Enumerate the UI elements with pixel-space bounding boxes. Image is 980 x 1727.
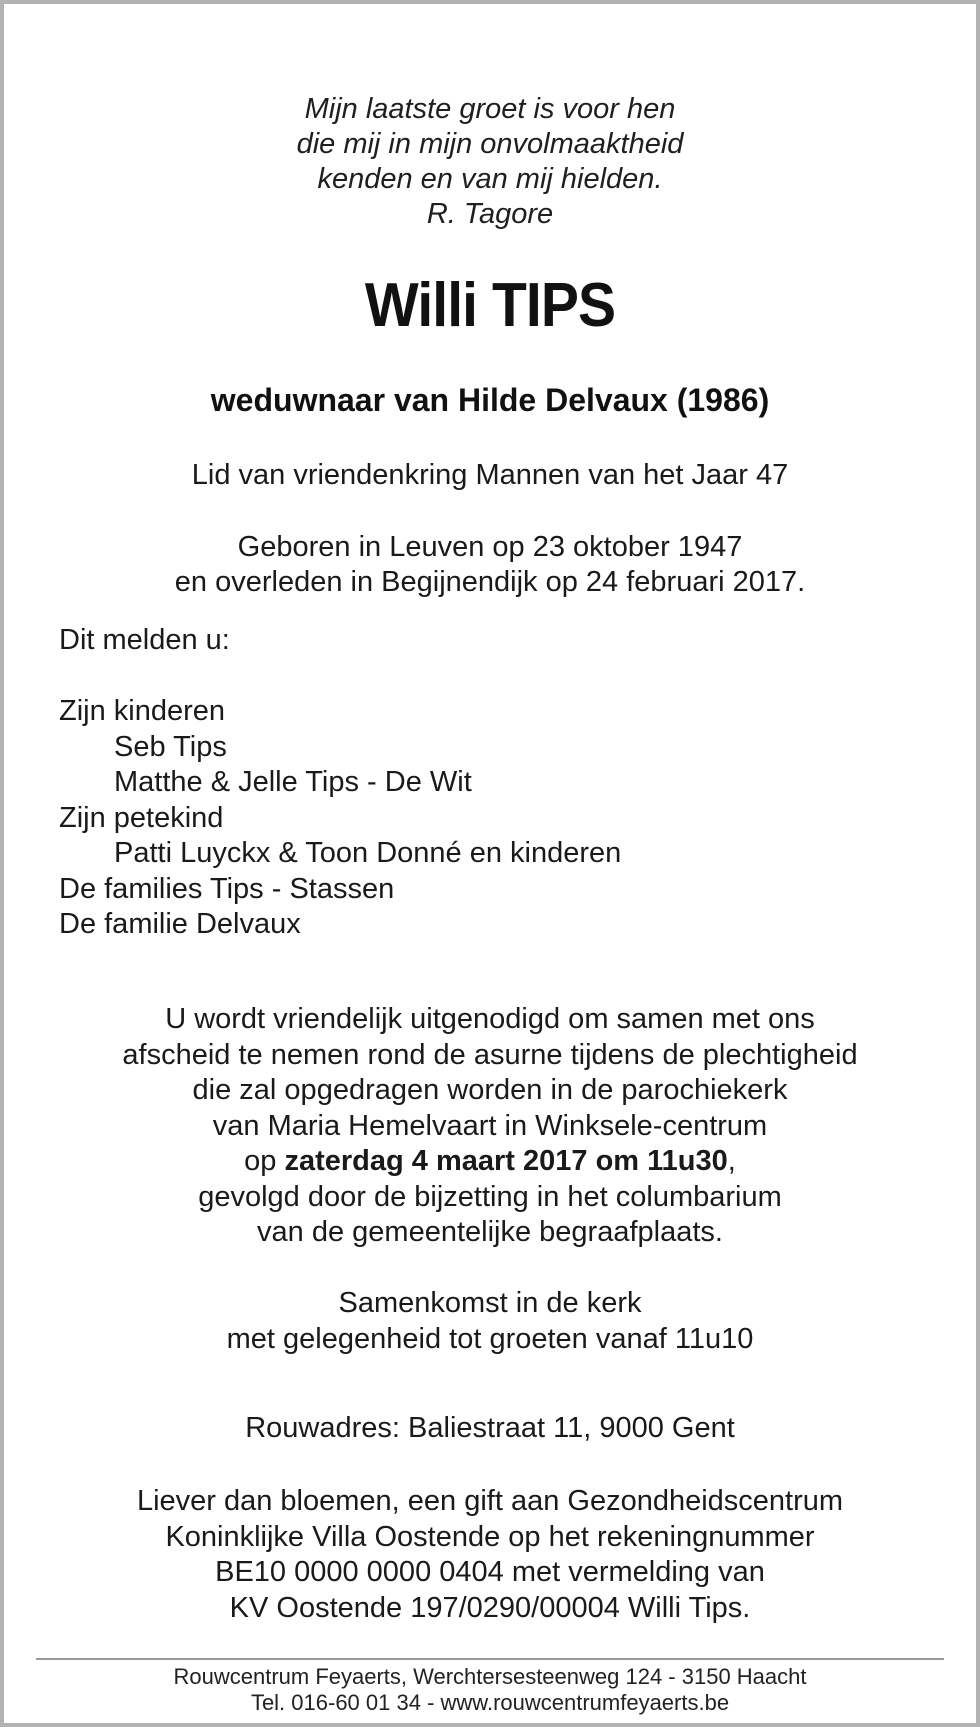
- membership-line: Lid van vriendenkring Mannen van het Jaar 47: [191, 459, 789, 491]
- announcement-line: Dit melden u:: [59, 624, 230, 656]
- footer-divider: [36, 1658, 944, 1660]
- ceremony-date-line: [4, 1144, 976, 1180]
- gathering-line: met gelegenheid tot groeten vanaf 11u10: [226, 1322, 754, 1355]
- ceremony-date: zaterdag 4 maart 2017 om 11u30: [284, 1145, 728, 1177]
- invitation-line: gevolgd door de bijzetting in het columbarium: [198, 1180, 782, 1213]
- ceremony-date-suffix: ,: [727, 1145, 736, 1177]
- death-line: en overleden in Begijnendijk op 24 februari 2017.: [174, 566, 806, 598]
- family-item: Seb Tips: [114, 730, 227, 763]
- invitation-line: van Maria Hemelvaart in Winksele-centrum: [212, 1109, 768, 1142]
- donation-line: BE10 0000 0000 0404 met vermelding van: [215, 1556, 765, 1588]
- donation-line: KV Oostende 197/0290/00004 Willi Tips.: [229, 1591, 751, 1624]
- invitation-block: [4, 1002, 976, 1251]
- ceremony-date-prefix: op: [244, 1145, 285, 1177]
- birth-line: Geboren in Leuven op 23 oktober 1947: [237, 531, 743, 563]
- donation-line: Koninklijke Villa Oostende op het rekeningnummer: [165, 1520, 815, 1553]
- quote-line: kenden en van mij hielden.: [317, 163, 663, 195]
- family-item: Patti Luyckx & Toon Donné en kinderen: [114, 837, 622, 869]
- gathering-line: Samenkomst in de kerk: [338, 1287, 642, 1319]
- family-item: Zijn kinderen: [59, 695, 226, 727]
- family-item: De familie Delvaux: [59, 908, 301, 940]
- quote-author: R. Tagore: [426, 198, 554, 230]
- donation-line: Liever dan bloemen, een gift aan Gezondheidscentrum: [136, 1485, 844, 1517]
- family-item: De families Tips - Stassen: [59, 872, 395, 905]
- family-item: Matthe & Jelle Tips - De Wit: [114, 766, 472, 798]
- funeral-home-contact: Tel. 016-60 01 34 - www.rouwcentrumfeyaerts.be: [250, 1690, 730, 1715]
- funeral-home-address: Rouwcentrum Feyaerts, Werchtersesteenweg 124 - 3150 Haacht: [173, 1664, 807, 1689]
- gathering-block: [4, 1286, 976, 1357]
- widower-line: weduwnaar van Hilde Delvaux (1986): [210, 382, 770, 418]
- deceased-name: Willi TIPS: [364, 271, 616, 340]
- quote-line: die mij in mijn onvolmaaktheid: [296, 128, 684, 160]
- birth-death-block: [4, 530, 976, 600]
- invitation-line: afscheid te nemen rond de asurne tijdens de plechtigheid: [122, 1038, 858, 1071]
- invitation-line: van de gemeentelijke begraafplaats.: [257, 1216, 723, 1248]
- quote-line: Mijn laatste groet is voor hen: [304, 93, 676, 125]
- quote-block: [4, 92, 976, 232]
- family-list: [59, 694, 621, 943]
- donation-block: [4, 1484, 976, 1626]
- invitation-line: U wordt vriendelijk uitgenodigd om samen met ons: [165, 1003, 815, 1035]
- mourning-address: Rouwadres: Baliestraat 11, 9000 Gent: [245, 1412, 735, 1444]
- invitation-line: die zal opgedragen worden in de parochiekerk: [192, 1074, 788, 1106]
- funeral-home-footer: [4, 1664, 976, 1716]
- family-item: Zijn petekind: [59, 801, 224, 834]
